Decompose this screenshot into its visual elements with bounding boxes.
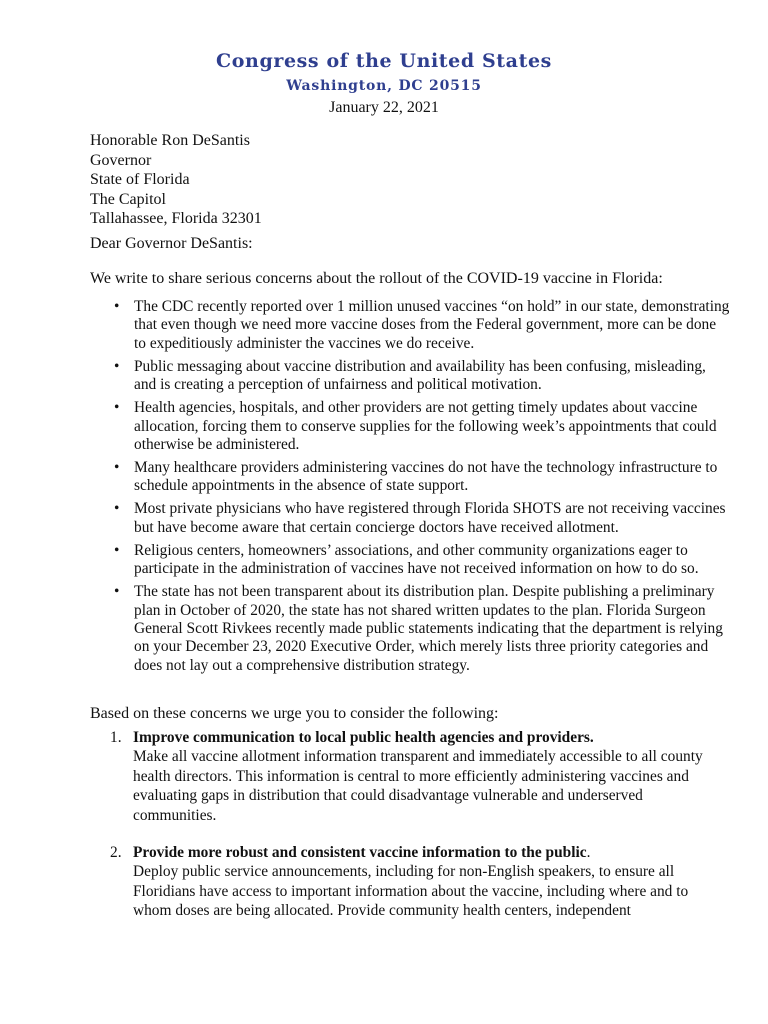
transition-paragraph: Based on these concerns we urge you to consider the following: [90, 705, 499, 722]
bullet-icon: • [114, 399, 120, 417]
concern-item [90, 542, 730, 579]
recommendation-number: 1. [110, 729, 122, 746]
bullet-icon: • [114, 459, 120, 477]
concern-text: Religious centers, homeowners’ associations, and other community organizations eager to participate in the administration of vaccines have not received information on how to do so. [134, 541, 699, 578]
bullet-icon: • [114, 357, 120, 375]
bullet-icon: • [114, 583, 120, 601]
recipient-line: Honorable Ron DeSantis [90, 132, 250, 149]
letterhead-city: Washington, DC 20515 [286, 78, 482, 94]
salutation: Dear Governor DeSantis: [90, 235, 253, 252]
recommendation-body: Make all vaccine allotment information transparent and immediately accessible to all county health directors. This information is central to more efficiently administering vaccines and evaluating gaps in distribution that could disadvantage vulnerable and underserved communities. [133, 748, 703, 824]
letter-date: January 22, 2021 [329, 99, 439, 116]
concern-text: The state has not been transparent about its distribution plan. Despite publishing a preliminary plan in October of 2020, the state has not shared written updates to the plan. Florida Surgeon General Scott Rivkees recently made public statements indicating that the department is relying on your December 23, 2020 Executive Order, which merely lists three priority categories and does not lay out a comprehensive distribution strategy. [134, 583, 723, 674]
bullet-icon: • [114, 500, 120, 518]
recipient-line: The Capitol [90, 190, 166, 208]
recommendations-list [90, 728, 730, 921]
concern-text: Most private physicians who have registered through Florida SHOTS are not receiving vaccines but have become aware that certain concierge doctors have received allotment. [134, 500, 726, 536]
recipient-line: State of Florida [90, 171, 190, 188]
concern-text: The CDC recently reported over 1 million unused vaccines “on hold” in our state, demonstrating that even though we need more vaccine doses from the Federal government, more can be done to expeditiously administer the vaccines we do receive. [134, 298, 730, 352]
intro-paragraph: We write to share serious concerns about the rollout of the COVID-19 vaccine in Florida: [90, 270, 663, 287]
recommendation-heading-suffix: . [586, 844, 591, 862]
recipient-line: Tallahassee, Florida 32301 [90, 210, 262, 227]
letterhead-title: Congress of the United States [216, 50, 552, 72]
recipient-line: Governor [90, 151, 152, 169]
letterhead [0, 50, 768, 95]
recommendation-heading: Improve communication to local public health agencies and providers. [133, 729, 594, 746]
concern-item [90, 583, 730, 675]
recipient-address [90, 131, 262, 229]
recommendation-item [90, 843, 730, 921]
concern-item [90, 399, 730, 454]
bullet-icon: • [114, 541, 120, 559]
recommendation-body: Deploy public service announcements, including for non-English speakers, to ensure all Floridians have access to important information about the vaccine, including where and to whom doses are being allocated. Provide community health centers, independent [133, 863, 689, 920]
concerns-list [90, 298, 730, 680]
concern-item [90, 500, 730, 537]
recommendation-number: 2. [110, 844, 122, 862]
concern-item [90, 459, 730, 496]
concern-text: Health agencies, hospitals, and other providers are not getting timely updates about vaccine allocation, forcing them to conserve supplies for the following week’s appointments that could otherwise be administered. [134, 399, 717, 454]
bullet-icon: • [114, 298, 120, 315]
concern-text: Public messaging about vaccine distribution and availability has been confusing, misleading, and is creating a perception of unfairness and political motivation. [134, 357, 706, 394]
concern-item [90, 358, 730, 395]
recommendation-item [90, 728, 730, 825]
concern-item [90, 298, 730, 353]
recommendation-heading: Provide more robust and consistent vaccine information to the public. [133, 844, 591, 862]
concern-text: Many healthcare providers administering vaccines do not have the technology infrastructure to schedule appointments in the absence of state support. [134, 459, 718, 495]
